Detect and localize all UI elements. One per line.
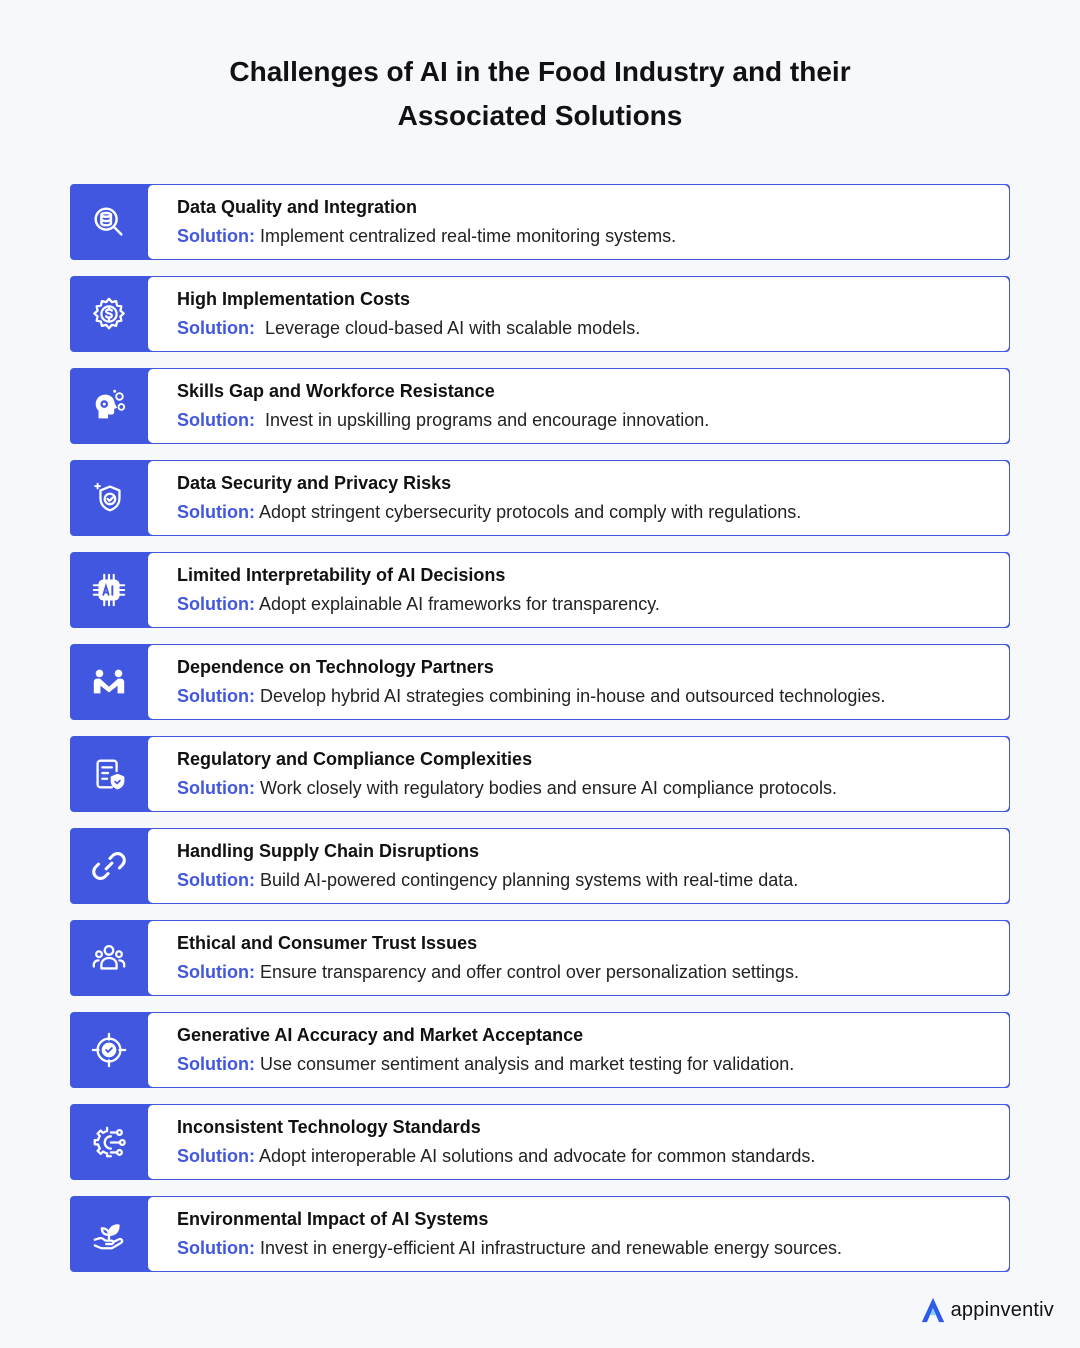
brand-logo bbox=[919, 1296, 1054, 1324]
challenge-card-body bbox=[147, 552, 1010, 628]
solution-label: Solution: bbox=[177, 870, 255, 890]
solution-text: Develop hybrid AI strategies combining in-house and outsourced technologies. bbox=[254, 686, 886, 706]
challenge-card bbox=[70, 1012, 1010, 1088]
challenge-card-body bbox=[147, 184, 1010, 260]
challenge-solution bbox=[177, 961, 1009, 983]
challenge-card bbox=[70, 1196, 1010, 1272]
challenge-card-body bbox=[147, 1104, 1010, 1180]
solution-label: Solution: bbox=[177, 778, 255, 798]
challenge-solution bbox=[177, 1053, 1009, 1075]
challenge-heading: Handling Supply Chain Disruptions bbox=[177, 841, 480, 861]
document-shield-icon bbox=[71, 737, 147, 811]
solution-label: Solution: bbox=[177, 962, 255, 982]
data-search-icon bbox=[71, 185, 147, 259]
target-check-icon bbox=[71, 1013, 147, 1087]
challenge-heading: Inconsistent Technology Standards bbox=[177, 1117, 481, 1137]
challenge-card-body bbox=[147, 460, 1010, 536]
partners-icon bbox=[71, 645, 147, 719]
solution-label: Solution: bbox=[177, 226, 255, 246]
challenge-solution bbox=[177, 409, 1009, 431]
title-line-1: Challenges of AI in the Food Industry and their bbox=[229, 56, 851, 87]
challenge-card-body bbox=[147, 644, 1010, 720]
challenge-card bbox=[70, 552, 1010, 628]
challenge-solution bbox=[177, 501, 1009, 523]
solution-text: Invest in energy-efficient AI infrastructure and renewable energy sources. bbox=[254, 1238, 842, 1258]
challenge-card bbox=[70, 460, 1010, 536]
challenge-card bbox=[70, 1104, 1010, 1180]
challenge-card-body bbox=[147, 920, 1010, 996]
solution-label: Solution: bbox=[177, 502, 255, 522]
users-group-icon bbox=[71, 921, 147, 995]
challenge-card bbox=[70, 368, 1010, 444]
challenge-heading: Ethical and Consumer Trust Issues bbox=[177, 933, 478, 953]
challenge-solution bbox=[177, 1237, 1009, 1259]
challenge-card bbox=[70, 828, 1010, 904]
ai-chip-icon bbox=[71, 553, 147, 627]
solution-label: Solution: bbox=[177, 1054, 255, 1074]
solution-text: Implement centralized real-time monitoring systems. bbox=[254, 226, 677, 246]
page-title bbox=[0, 50, 1080, 138]
chain-link-icon bbox=[71, 829, 147, 903]
challenge-solution bbox=[177, 225, 1009, 247]
solution-label: Solution: bbox=[177, 686, 255, 706]
challenge-heading: Generative AI Accuracy and Market Acceptance bbox=[177, 1025, 584, 1045]
challenge-solution bbox=[177, 685, 1009, 707]
challenge-heading: Regulatory and Compliance Complexities bbox=[177, 749, 533, 769]
challenge-card-body bbox=[147, 736, 1010, 812]
cost-gear-icon bbox=[71, 277, 147, 351]
challenge-card-body bbox=[147, 1196, 1010, 1272]
solution-text: Work closely with regulatory bodies and ensure AI compliance protocols. bbox=[254, 778, 837, 798]
challenge-list bbox=[70, 184, 1010, 1288]
challenge-heading: Skills Gap and Workforce Resistance bbox=[177, 381, 495, 401]
solution-text: Build AI-powered contingency planning systems with real-time data. bbox=[254, 870, 799, 890]
challenge-card bbox=[70, 920, 1010, 996]
solution-text: Invest in upskilling programs and encourage innovation. bbox=[254, 410, 710, 430]
challenge-solution bbox=[177, 593, 1009, 615]
mind-gears-icon bbox=[71, 369, 147, 443]
solution-text: Adopt explainable AI frameworks for transparency. bbox=[254, 594, 660, 614]
challenge-heading: Data Quality and Integration bbox=[177, 197, 418, 217]
solution-label: Solution: bbox=[177, 1146, 255, 1166]
challenge-heading: Environmental Impact of AI Systems bbox=[177, 1209, 489, 1229]
solution-text: Adopt interoperable AI solutions and advocate for common standards. bbox=[254, 1146, 816, 1166]
challenge-card bbox=[70, 644, 1010, 720]
plant-hand-icon bbox=[71, 1197, 147, 1271]
challenge-card-body bbox=[147, 276, 1010, 352]
challenge-card bbox=[70, 736, 1010, 812]
solution-label: Solution: bbox=[177, 318, 255, 338]
solution-text: Ensure transparency and offer control over personalization settings. bbox=[254, 962, 799, 982]
challenge-heading: High Implementation Costs bbox=[177, 289, 411, 309]
solution-text: Use consumer sentiment analysis and market testing for validation. bbox=[254, 1054, 795, 1074]
challenge-solution bbox=[177, 1145, 1009, 1167]
solution-label: Solution: bbox=[177, 1238, 255, 1258]
challenge-heading: Data Security and Privacy Risks bbox=[177, 473, 452, 493]
challenge-card bbox=[70, 276, 1010, 352]
solution-text: Adopt stringent cybersecurity protocols and comply with regulations. bbox=[254, 502, 802, 522]
title-line-2: Associated Solutions bbox=[397, 100, 683, 131]
solution-label: Solution: bbox=[177, 594, 255, 614]
solution-label: Solution: bbox=[177, 410, 255, 430]
shield-check-icon bbox=[71, 461, 147, 535]
challenge-solution bbox=[177, 869, 1009, 891]
appinventiv-logo-icon bbox=[919, 1296, 947, 1324]
brand-name: appinventiv bbox=[950, 1298, 1054, 1321]
challenge-card-body bbox=[147, 1012, 1010, 1088]
solution-text: Leverage cloud-based AI with scalable models. bbox=[254, 318, 641, 338]
challenge-heading: Dependence on Technology Partners bbox=[177, 657, 494, 677]
challenge-solution bbox=[177, 777, 1009, 799]
challenge-solution bbox=[177, 317, 1009, 339]
challenge-card-body bbox=[147, 368, 1010, 444]
challenge-card bbox=[70, 184, 1010, 260]
challenge-heading: Limited Interpretability of AI Decisions bbox=[177, 565, 506, 585]
challenge-card-body bbox=[147, 828, 1010, 904]
gear-network-icon bbox=[71, 1105, 147, 1179]
